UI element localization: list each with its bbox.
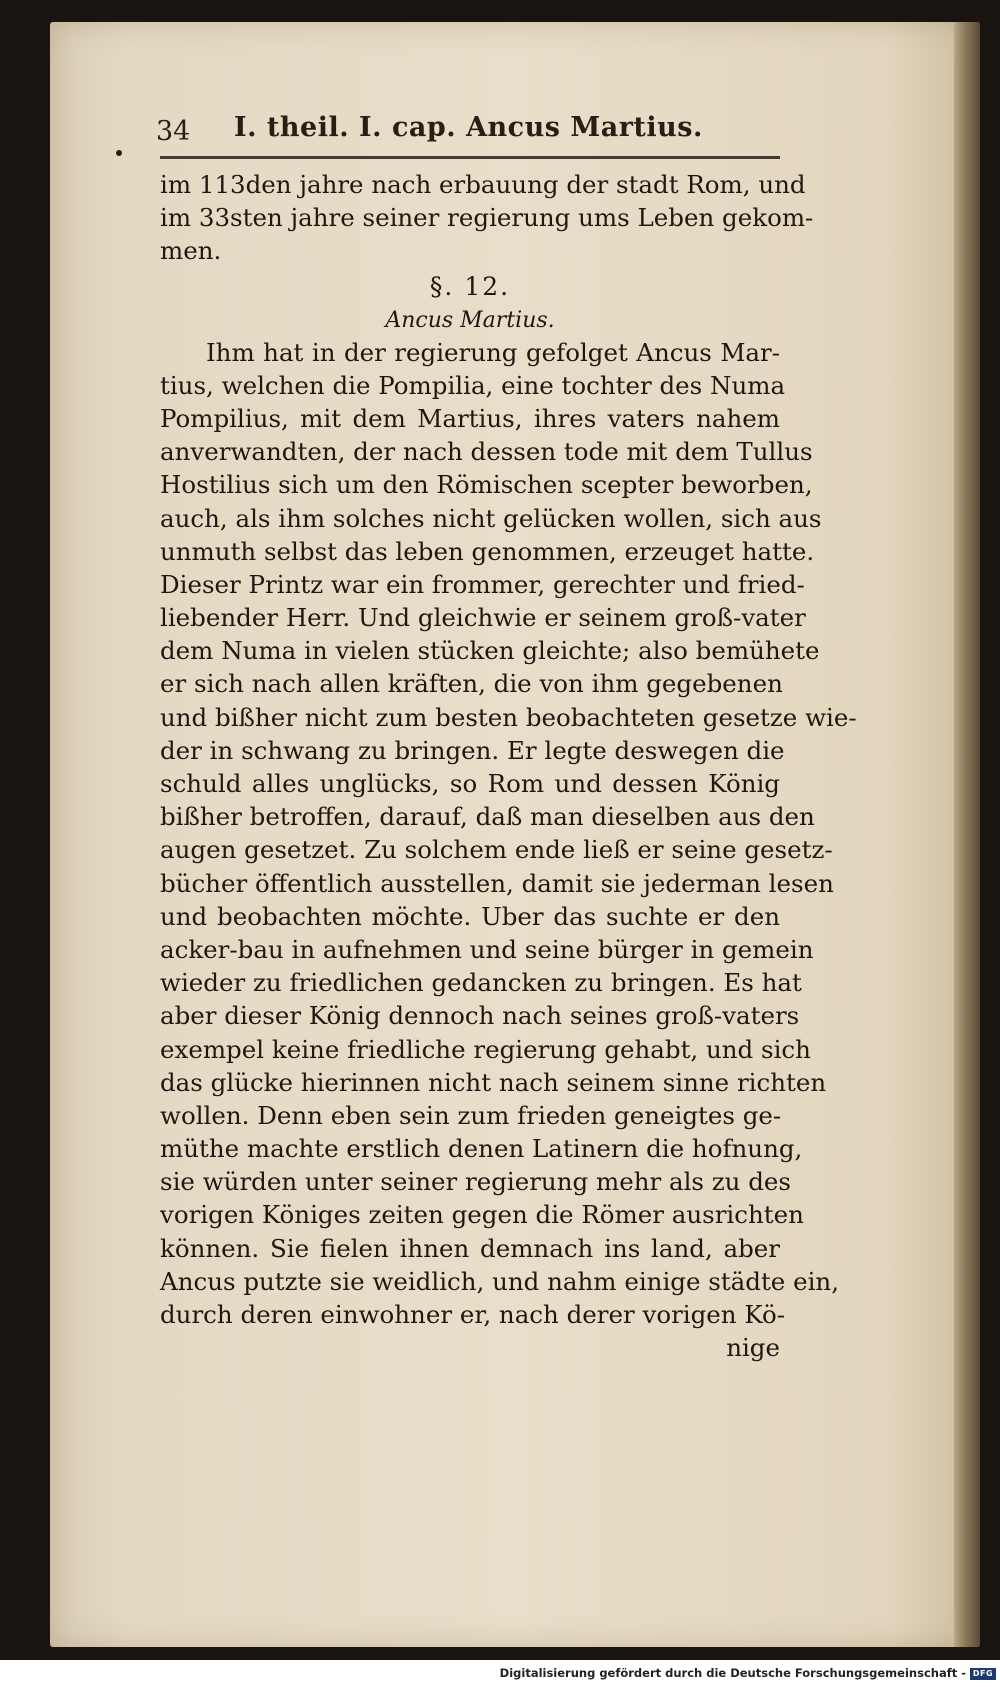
text-line: Ihm hat in der regierung gefolget Ancus Mar- [206, 337, 780, 367]
page-edge [954, 22, 980, 1647]
text-line: Pompilius, mit dem Martius, ihres vaters nahem [160, 403, 780, 433]
text-line: wollen. Denn eben sein zum frieden geneigtes ge- [160, 1100, 782, 1130]
text-line: müthe machte erstlich denen Latinern die hofnung, [160, 1134, 803, 1164]
section-title: Ancus Martius. [385, 307, 555, 333]
page-number: 34 [156, 116, 191, 147]
text-line: unmuth selbst das leben genommen, erzeuget hatte. [160, 536, 815, 566]
text-line: auch, als ihm solches nicht gelücken wollen, sich aus [160, 503, 822, 533]
page-text [160, 168, 857, 1364]
text-line: Hostilius sich um den Römischen scepter beworben, [160, 470, 813, 500]
text-line: dem Numa in vielen stücken gleichte; also bemühete [160, 636, 820, 666]
running-head: I. theil. I. cap. Ancus Martius. [234, 112, 703, 143]
text-line: aber dieser König dennoch nach seines groß-vaters [160, 1001, 800, 1031]
catchword: nige [726, 1333, 780, 1363]
text-line: und bißher nicht zum besten beobachteten gesetze wie- [160, 702, 857, 732]
margin-mark [116, 150, 122, 156]
text-line: liebender Herr. Und gleichwie er seinem groß-vater [160, 603, 806, 633]
text-line: sie würden unter seiner regierung mehr als zu des [160, 1167, 792, 1197]
section-number: §. 12. [429, 271, 511, 301]
text-line: der in schwang zu bringen. Er legte deswegen die [160, 735, 785, 765]
text-line: das glücke hierinnen nicht nach seinem sinne richten [160, 1067, 827, 1097]
text-line: schuld alles unglücks, so Rom und dessen König [160, 769, 780, 798]
digitization-credit [0, 1662, 996, 1684]
text-line: er sich nach allen kräften, die von ihm gegebenen [160, 669, 783, 699]
text-line: men. [160, 236, 222, 266]
text-line: tius, welchen die Pompilia, eine tochter des Numa [160, 370, 786, 400]
text-line: Dieser Printz war ein frommer, gerechter und fried- [160, 569, 805, 599]
text-line: augen gesetzet. Zu solchem ende ließ er seine gesetz- [160, 835, 833, 865]
text-line: durch deren einwohner er, nach derer vorigen Kö- [160, 1300, 786, 1329]
text-line: können. Sie fielen ihnen demnach ins land, aber [160, 1233, 780, 1263]
text-line: acker-bau in aufnehmen und seine bürger in gemein [160, 934, 814, 964]
text-line: Ancus putzte sie weidlich, und nahm einige städte ein, [160, 1266, 839, 1296]
header-rule [160, 156, 780, 159]
text-line: anverwandten, der nach dessen tode mit dem Tullus [160, 437, 813, 467]
text-line: und beobachten möchte. Uber das suchte er den [160, 901, 780, 931]
text-line: im 33sten jahre seiner regierung ums Leben gekom- [160, 203, 814, 233]
dfg-logo: DFG [970, 1668, 996, 1680]
text-line: exempel keine friedliche regierung gehabt, und sich [160, 1034, 811, 1064]
text-line: bücher öffentlich ausstellen, damit sie jederman lesen [160, 868, 834, 898]
text-line: wieder zu friedlichen gedancken zu bringen. Es hat [160, 968, 802, 998]
text-line: vorigen Königes zeiten gegen die Römer ausrichten [160, 1200, 804, 1230]
text-line: bißher betroffen, darauf, daß man dieselben aus den [160, 802, 815, 832]
credit-text: Digitalisierung gefördert durch die Deutsche Forschungsgemeinschaft - [499, 1666, 966, 1680]
text-line: im 113den jahre nach erbauung der stadt Rom, und [160, 170, 806, 199]
